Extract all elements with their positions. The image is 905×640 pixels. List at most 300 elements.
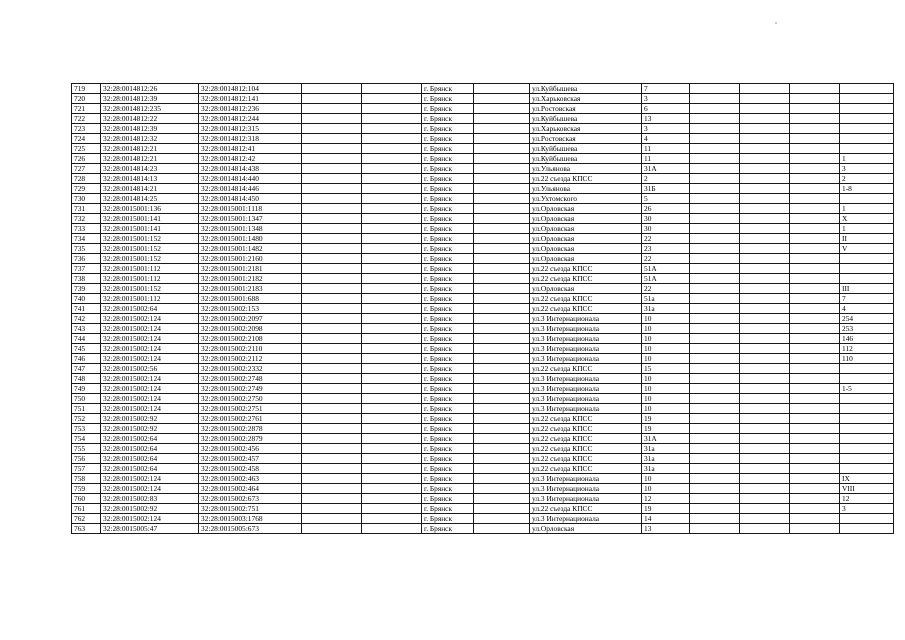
cell-col-5 bbox=[362, 234, 422, 244]
cell-cadastral-number: 32:28:0015002:2108 bbox=[199, 334, 302, 344]
cell-col-11 bbox=[740, 324, 790, 334]
cell-cadastral-number: 32:28:0014812:41 bbox=[199, 144, 302, 154]
table-row bbox=[72, 434, 894, 444]
cell-col-4 bbox=[302, 364, 362, 374]
cell-col-11 bbox=[740, 104, 790, 114]
cell-city: г. Брянск bbox=[422, 274, 474, 284]
table-row bbox=[72, 94, 894, 104]
cell-col-12 bbox=[790, 364, 840, 374]
cell-col-12 bbox=[790, 224, 840, 234]
cell-col-5 bbox=[362, 204, 422, 214]
cell-col-10 bbox=[690, 504, 740, 514]
cell-cadastral-block: 32:28:0015002:124 bbox=[101, 344, 199, 354]
cell-premises bbox=[840, 254, 894, 264]
cell-cadastral-number: 32:28:0015001:1347 bbox=[199, 214, 302, 224]
cell-cadastral-block: 32:28:0014814:23 bbox=[101, 164, 199, 174]
cell-col-12 bbox=[790, 344, 840, 354]
cell-cadastral-block: 32:28:0014812:39 bbox=[101, 94, 199, 104]
cell-col-11 bbox=[740, 94, 790, 104]
cell-city: г. Брянск bbox=[422, 294, 474, 304]
cell-col-5 bbox=[362, 334, 422, 344]
cell-col-4 bbox=[302, 114, 362, 124]
table-row bbox=[72, 414, 894, 424]
cell-col-12 bbox=[790, 524, 840, 534]
cell-col-4 bbox=[302, 344, 362, 354]
cell-col-5 bbox=[362, 174, 422, 184]
cell-col-5 bbox=[362, 194, 422, 204]
cell-street: ул.Ростовская bbox=[530, 104, 642, 114]
cell-street: ул.Орловская bbox=[530, 234, 642, 244]
cell-premises bbox=[840, 94, 894, 104]
cell-col-10 bbox=[690, 234, 740, 244]
cell-col-10 bbox=[690, 254, 740, 264]
cell-street: ул.22 съезда КПСС bbox=[530, 414, 642, 424]
cell-premises bbox=[840, 104, 894, 114]
cell-house: 13 bbox=[642, 524, 690, 534]
cell-cadastral-number: 32:28:0015001:688 bbox=[199, 294, 302, 304]
cell-col-10 bbox=[690, 274, 740, 284]
cell-col-7 bbox=[474, 104, 530, 114]
cell-col-11 bbox=[740, 164, 790, 174]
cell-city: г. Брянск bbox=[422, 284, 474, 294]
cell-col-4 bbox=[302, 484, 362, 494]
cell-house: 31Б bbox=[642, 184, 690, 194]
cell-col-11 bbox=[740, 514, 790, 524]
cell-col-10 bbox=[690, 104, 740, 114]
cell-cadastral-number: 32:28:0015002:463 bbox=[199, 474, 302, 484]
cell-street: ул.22 съезда КПСС bbox=[530, 174, 642, 184]
cell-street: ул.3 Интернационала bbox=[530, 474, 642, 484]
cell-premises: 7 bbox=[840, 294, 894, 304]
cell-col-10 bbox=[690, 424, 740, 434]
cell-street: ул.22 съезда КПСС bbox=[530, 294, 642, 304]
cell-row-number: 753 bbox=[72, 424, 101, 434]
cell-street: ул.Орловская bbox=[530, 214, 642, 224]
cell-col-7 bbox=[474, 294, 530, 304]
cell-house: 10 bbox=[642, 374, 690, 384]
cell-col-7 bbox=[474, 374, 530, 384]
cell-col-7 bbox=[474, 184, 530, 194]
cell-col-5 bbox=[362, 294, 422, 304]
cell-col-4 bbox=[302, 184, 362, 194]
cell-street: ул.Ростовская bbox=[530, 134, 642, 144]
cell-cadastral-number: 32:28:0015005:673 bbox=[199, 524, 302, 534]
cell-city: г. Брянск bbox=[422, 364, 474, 374]
cell-col-5 bbox=[362, 184, 422, 194]
cell-cadastral-number: 32:28:0015002:456 bbox=[199, 444, 302, 454]
cell-col-11 bbox=[740, 284, 790, 294]
table-row bbox=[72, 454, 894, 464]
cell-col-11 bbox=[740, 204, 790, 214]
cell-col-11 bbox=[740, 314, 790, 324]
cell-col-7 bbox=[474, 134, 530, 144]
cell-col-4 bbox=[302, 404, 362, 414]
cell-cadastral-block: 32:28:0014812:26 bbox=[101, 84, 199, 94]
cell-street: ул.Орловская bbox=[530, 204, 642, 214]
cell-row-number: 750 bbox=[72, 394, 101, 404]
cell-col-11 bbox=[740, 304, 790, 314]
cell-street: ул.22 съезда КПСС bbox=[530, 264, 642, 274]
cell-col-7 bbox=[474, 354, 530, 364]
cell-row-number: 761 bbox=[72, 504, 101, 514]
cell-col-5 bbox=[362, 374, 422, 384]
cell-city: г. Брянск bbox=[422, 164, 474, 174]
cell-house: 26 bbox=[642, 204, 690, 214]
cell-col-4 bbox=[302, 454, 362, 464]
cell-col-7 bbox=[474, 254, 530, 264]
cell-house: 10 bbox=[642, 474, 690, 484]
cell-city: г. Брянск bbox=[422, 84, 474, 94]
cell-col-4 bbox=[302, 474, 362, 484]
cell-cadastral-number: 32:28:0015002:2748 bbox=[199, 374, 302, 384]
cell-col-7 bbox=[474, 444, 530, 454]
cell-row-number: 728 bbox=[72, 174, 101, 184]
cell-house: 11 bbox=[642, 154, 690, 164]
table-row bbox=[72, 394, 894, 404]
cell-col-10 bbox=[690, 354, 740, 364]
cell-col-7 bbox=[474, 204, 530, 214]
cell-house: 10 bbox=[642, 394, 690, 404]
cell-city: г. Брянск bbox=[422, 344, 474, 354]
cell-col-12 bbox=[790, 204, 840, 214]
cell-col-11 bbox=[740, 404, 790, 414]
cell-premises: 4 bbox=[840, 304, 894, 314]
cell-cadastral-number: 32:28:0014812:318 bbox=[199, 134, 302, 144]
cell-col-5 bbox=[362, 504, 422, 514]
cell-col-12 bbox=[790, 404, 840, 414]
table-row bbox=[72, 364, 894, 374]
table-row bbox=[72, 144, 894, 154]
cell-premises bbox=[840, 524, 894, 534]
cell-row-number: 738 bbox=[72, 274, 101, 284]
cell-house: 10 bbox=[642, 334, 690, 344]
cell-city: г. Брянск bbox=[422, 444, 474, 454]
cell-cadastral-number: 32:28:0014814:440 bbox=[199, 174, 302, 184]
cell-street: ул.22 съезда КПСС bbox=[530, 304, 642, 314]
cell-col-4 bbox=[302, 334, 362, 344]
cell-row-number: 759 bbox=[72, 484, 101, 494]
cell-cadastral-block: 32:28:0015002:92 bbox=[101, 504, 199, 514]
cell-col-12 bbox=[790, 284, 840, 294]
cell-cadastral-block: 32:28:0015002:64 bbox=[101, 434, 199, 444]
cell-col-5 bbox=[362, 424, 422, 434]
cell-col-10 bbox=[690, 494, 740, 504]
cell-col-7 bbox=[474, 364, 530, 374]
cell-col-11 bbox=[740, 114, 790, 124]
cell-city: г. Брянск bbox=[422, 434, 474, 444]
cell-cadastral-number: 32:28:0015001:2160 bbox=[199, 254, 302, 264]
cell-col-4 bbox=[302, 444, 362, 454]
cell-premises bbox=[840, 194, 894, 204]
cell-col-4 bbox=[302, 284, 362, 294]
cell-row-number: 720 bbox=[72, 94, 101, 104]
table-row bbox=[72, 244, 894, 254]
cell-col-10 bbox=[690, 384, 740, 394]
table-row bbox=[72, 134, 894, 144]
cell-premises bbox=[840, 114, 894, 124]
cell-col-11 bbox=[740, 194, 790, 204]
cell-col-7 bbox=[474, 424, 530, 434]
cell-street: ул.Ульянова bbox=[530, 184, 642, 194]
cell-premises: 2 bbox=[840, 174, 894, 184]
cell-city: г. Брянск bbox=[422, 254, 474, 264]
cell-cadastral-block: 32:28:0015002:92 bbox=[101, 424, 199, 434]
cell-city: г. Брянск bbox=[422, 124, 474, 134]
cell-cadastral-number: 32:28:0015002:464 bbox=[199, 484, 302, 494]
cell-city: г. Брянск bbox=[422, 194, 474, 204]
cell-city: г. Брянск bbox=[422, 474, 474, 484]
cell-city: г. Брянск bbox=[422, 494, 474, 504]
cell-city: г. Брянск bbox=[422, 154, 474, 164]
cell-col-10 bbox=[690, 474, 740, 484]
cell-col-10 bbox=[690, 224, 740, 234]
cell-col-10 bbox=[690, 334, 740, 344]
cell-premises: 253 bbox=[840, 324, 894, 334]
cell-premises bbox=[840, 454, 894, 464]
cell-house: 12 bbox=[642, 494, 690, 504]
cell-row-number: 746 bbox=[72, 354, 101, 364]
cell-street: ул.3 Интернационала bbox=[530, 334, 642, 344]
cell-cadastral-block: 32:28:0015002:64 bbox=[101, 444, 199, 454]
cell-col-7 bbox=[474, 114, 530, 124]
cell-col-7 bbox=[474, 94, 530, 104]
cell-col-11 bbox=[740, 264, 790, 274]
cell-city: г. Брянск bbox=[422, 314, 474, 324]
cell-cadastral-block: 32:28:0015002:83 bbox=[101, 494, 199, 504]
cell-cadastral-block: 32:28:0015002:124 bbox=[101, 354, 199, 364]
cell-row-number: 724 bbox=[72, 134, 101, 144]
cell-row-number: 760 bbox=[72, 494, 101, 504]
cell-col-11 bbox=[740, 234, 790, 244]
cell-col-12 bbox=[790, 494, 840, 504]
table-row bbox=[72, 104, 894, 114]
cell-col-10 bbox=[690, 284, 740, 294]
cell-premises: 112 bbox=[840, 344, 894, 354]
table-row bbox=[72, 344, 894, 354]
cell-col-7 bbox=[474, 284, 530, 294]
cell-house: 6 bbox=[642, 104, 690, 114]
cell-col-7 bbox=[474, 494, 530, 504]
cell-col-11 bbox=[740, 494, 790, 504]
cell-cadastral-number: 32:28:0014812:104 bbox=[199, 84, 302, 94]
cell-col-5 bbox=[362, 354, 422, 364]
table-row bbox=[72, 164, 894, 174]
cell-cadastral-block: 32:28:0015002:124 bbox=[101, 384, 199, 394]
cell-col-12 bbox=[790, 294, 840, 304]
cell-cadastral-number: 32:28:0015001:1480 bbox=[199, 234, 302, 244]
table-row bbox=[72, 444, 894, 454]
cell-row-number: 743 bbox=[72, 324, 101, 334]
cell-cadastral-number: 32:28:0015002:751 bbox=[199, 504, 302, 514]
cell-col-11 bbox=[740, 174, 790, 184]
cell-col-11 bbox=[740, 524, 790, 534]
cell-house: 19 bbox=[642, 504, 690, 514]
cell-col-12 bbox=[790, 84, 840, 94]
cell-cadastral-block: 32:28:0015001:152 bbox=[101, 254, 199, 264]
cell-col-7 bbox=[474, 434, 530, 444]
table-row bbox=[72, 214, 894, 224]
cell-city: г. Брянск bbox=[422, 264, 474, 274]
cell-row-number: 754 bbox=[72, 434, 101, 444]
cell-col-12 bbox=[790, 504, 840, 514]
cell-city: г. Брянск bbox=[422, 244, 474, 254]
cell-col-11 bbox=[740, 434, 790, 444]
cell-premises bbox=[840, 444, 894, 454]
table-row bbox=[72, 424, 894, 434]
cell-col-4 bbox=[302, 274, 362, 284]
cell-col-7 bbox=[474, 194, 530, 204]
cell-col-7 bbox=[474, 484, 530, 494]
cell-premises: 3 bbox=[840, 164, 894, 174]
cell-col-10 bbox=[690, 84, 740, 94]
cell-row-number: 755 bbox=[72, 444, 101, 454]
cell-col-4 bbox=[302, 514, 362, 524]
cell-col-11 bbox=[740, 124, 790, 134]
cell-house: 10 bbox=[642, 324, 690, 334]
cell-col-10 bbox=[690, 454, 740, 464]
table-row bbox=[72, 524, 894, 534]
cell-street: ул.Куйбышева bbox=[530, 84, 642, 94]
cell-row-number: 747 bbox=[72, 364, 101, 374]
cell-col-12 bbox=[790, 174, 840, 184]
cell-col-7 bbox=[474, 164, 530, 174]
cell-col-11 bbox=[740, 384, 790, 394]
cell-col-5 bbox=[362, 454, 422, 464]
cell-row-number: 729 bbox=[72, 184, 101, 194]
cell-row-number: 726 bbox=[72, 154, 101, 164]
cell-col-11 bbox=[740, 244, 790, 254]
cell-col-5 bbox=[362, 344, 422, 354]
cell-house: 2 bbox=[642, 174, 690, 184]
cell-cadastral-block: 32:28:0015002:124 bbox=[101, 484, 199, 494]
cell-premises: 1-5 bbox=[840, 384, 894, 394]
cell-street: ул.Харьковская bbox=[530, 124, 642, 134]
cell-house: 10 bbox=[642, 314, 690, 324]
cell-col-5 bbox=[362, 284, 422, 294]
cell-cadastral-number: 32:28:0015002:673 bbox=[199, 494, 302, 504]
cell-street: ул.22 съезда КПСС bbox=[530, 504, 642, 514]
cell-city: г. Брянск bbox=[422, 134, 474, 144]
cell-col-10 bbox=[690, 294, 740, 304]
cell-col-12 bbox=[790, 144, 840, 154]
cell-col-11 bbox=[740, 274, 790, 284]
cell-col-10 bbox=[690, 114, 740, 124]
table-row bbox=[72, 474, 894, 484]
cell-col-4 bbox=[302, 194, 362, 204]
cell-col-12 bbox=[790, 184, 840, 194]
cell-col-11 bbox=[740, 354, 790, 364]
cell-street: ул.Орловская bbox=[530, 224, 642, 234]
cell-premises: 254 bbox=[840, 314, 894, 324]
cell-row-number: 762 bbox=[72, 514, 101, 524]
cell-city: г. Брянск bbox=[422, 204, 474, 214]
cell-cadastral-block: 32:28:0014812:235 bbox=[101, 104, 199, 114]
cell-house: 7 bbox=[642, 84, 690, 94]
cell-row-number: 744 bbox=[72, 334, 101, 344]
cell-col-12 bbox=[790, 334, 840, 344]
cell-cadastral-number: 32:28:0014812:42 bbox=[199, 154, 302, 164]
cell-col-5 bbox=[362, 394, 422, 404]
cell-cadastral-block: 32:28:0014814:25 bbox=[101, 194, 199, 204]
cell-cadastral-block: 32:28:0015002:64 bbox=[101, 454, 199, 464]
cell-col-12 bbox=[790, 104, 840, 114]
cell-col-12 bbox=[790, 374, 840, 384]
cell-premises: 1-8 bbox=[840, 184, 894, 194]
cell-col-10 bbox=[690, 94, 740, 104]
cell-premises: IX bbox=[840, 474, 894, 484]
table-row bbox=[72, 354, 894, 364]
cell-col-10 bbox=[690, 444, 740, 454]
cell-city: г. Брянск bbox=[422, 504, 474, 514]
table-row bbox=[72, 174, 894, 184]
cell-house: 14 bbox=[642, 514, 690, 524]
cell-row-number: 757 bbox=[72, 464, 101, 474]
cell-house: 31а bbox=[642, 444, 690, 454]
cell-cadastral-block: 32:28:0015002:124 bbox=[101, 514, 199, 524]
cell-col-5 bbox=[362, 244, 422, 254]
scan-speck bbox=[775, 22, 777, 24]
cell-row-number: 733 bbox=[72, 224, 101, 234]
cell-house: 23 bbox=[642, 244, 690, 254]
cell-row-number: 719 bbox=[72, 84, 101, 94]
cell-cadastral-block: 32:28:0015002:64 bbox=[101, 464, 199, 474]
cell-col-4 bbox=[302, 84, 362, 94]
cell-premises bbox=[840, 394, 894, 404]
cell-street: ул.Орловская bbox=[530, 524, 642, 534]
cell-cadastral-number: 32:28:0015002:2097 bbox=[199, 314, 302, 324]
cell-col-4 bbox=[302, 244, 362, 254]
cell-col-4 bbox=[302, 224, 362, 234]
table-row bbox=[72, 114, 894, 124]
cell-cadastral-block: 32:28:0015002:124 bbox=[101, 324, 199, 334]
cell-col-12 bbox=[790, 324, 840, 334]
cell-premises bbox=[840, 264, 894, 274]
cell-col-7 bbox=[474, 464, 530, 474]
cell-house: 10 bbox=[642, 484, 690, 494]
cell-col-10 bbox=[690, 324, 740, 334]
cell-cadastral-number: 32:28:0015002:2098 bbox=[199, 324, 302, 334]
cell-row-number: 736 bbox=[72, 254, 101, 264]
cell-cadastral-number: 32:28:0015002:2112 bbox=[199, 354, 302, 364]
cell-col-10 bbox=[690, 194, 740, 204]
cell-col-7 bbox=[474, 454, 530, 464]
cell-premises: 1 bbox=[840, 154, 894, 164]
cell-cadastral-number: 32:28:0015002:153 bbox=[199, 304, 302, 314]
cell-house: 10 bbox=[642, 354, 690, 364]
cell-street: ул.3 Интернационала bbox=[530, 484, 642, 494]
cell-premises: 146 bbox=[840, 334, 894, 344]
cell-col-4 bbox=[302, 524, 362, 534]
table-row bbox=[72, 264, 894, 274]
table-row bbox=[72, 194, 894, 204]
cell-premises bbox=[840, 424, 894, 434]
cell-col-12 bbox=[790, 444, 840, 454]
cell-row-number: 740 bbox=[72, 294, 101, 304]
table-row bbox=[72, 514, 894, 524]
cell-street: ул.22 съезда КПСС bbox=[530, 444, 642, 454]
cell-city: г. Брянск bbox=[422, 454, 474, 464]
cell-col-4 bbox=[302, 354, 362, 364]
cell-col-7 bbox=[474, 244, 530, 254]
cell-col-4 bbox=[302, 384, 362, 394]
cell-col-12 bbox=[790, 274, 840, 284]
cell-cadastral-block: 32:28:0015002:92 bbox=[101, 414, 199, 424]
cell-col-11 bbox=[740, 444, 790, 454]
cell-col-7 bbox=[474, 334, 530, 344]
cell-city: г. Брянск bbox=[422, 144, 474, 154]
cell-col-4 bbox=[302, 264, 362, 274]
cell-col-5 bbox=[362, 324, 422, 334]
